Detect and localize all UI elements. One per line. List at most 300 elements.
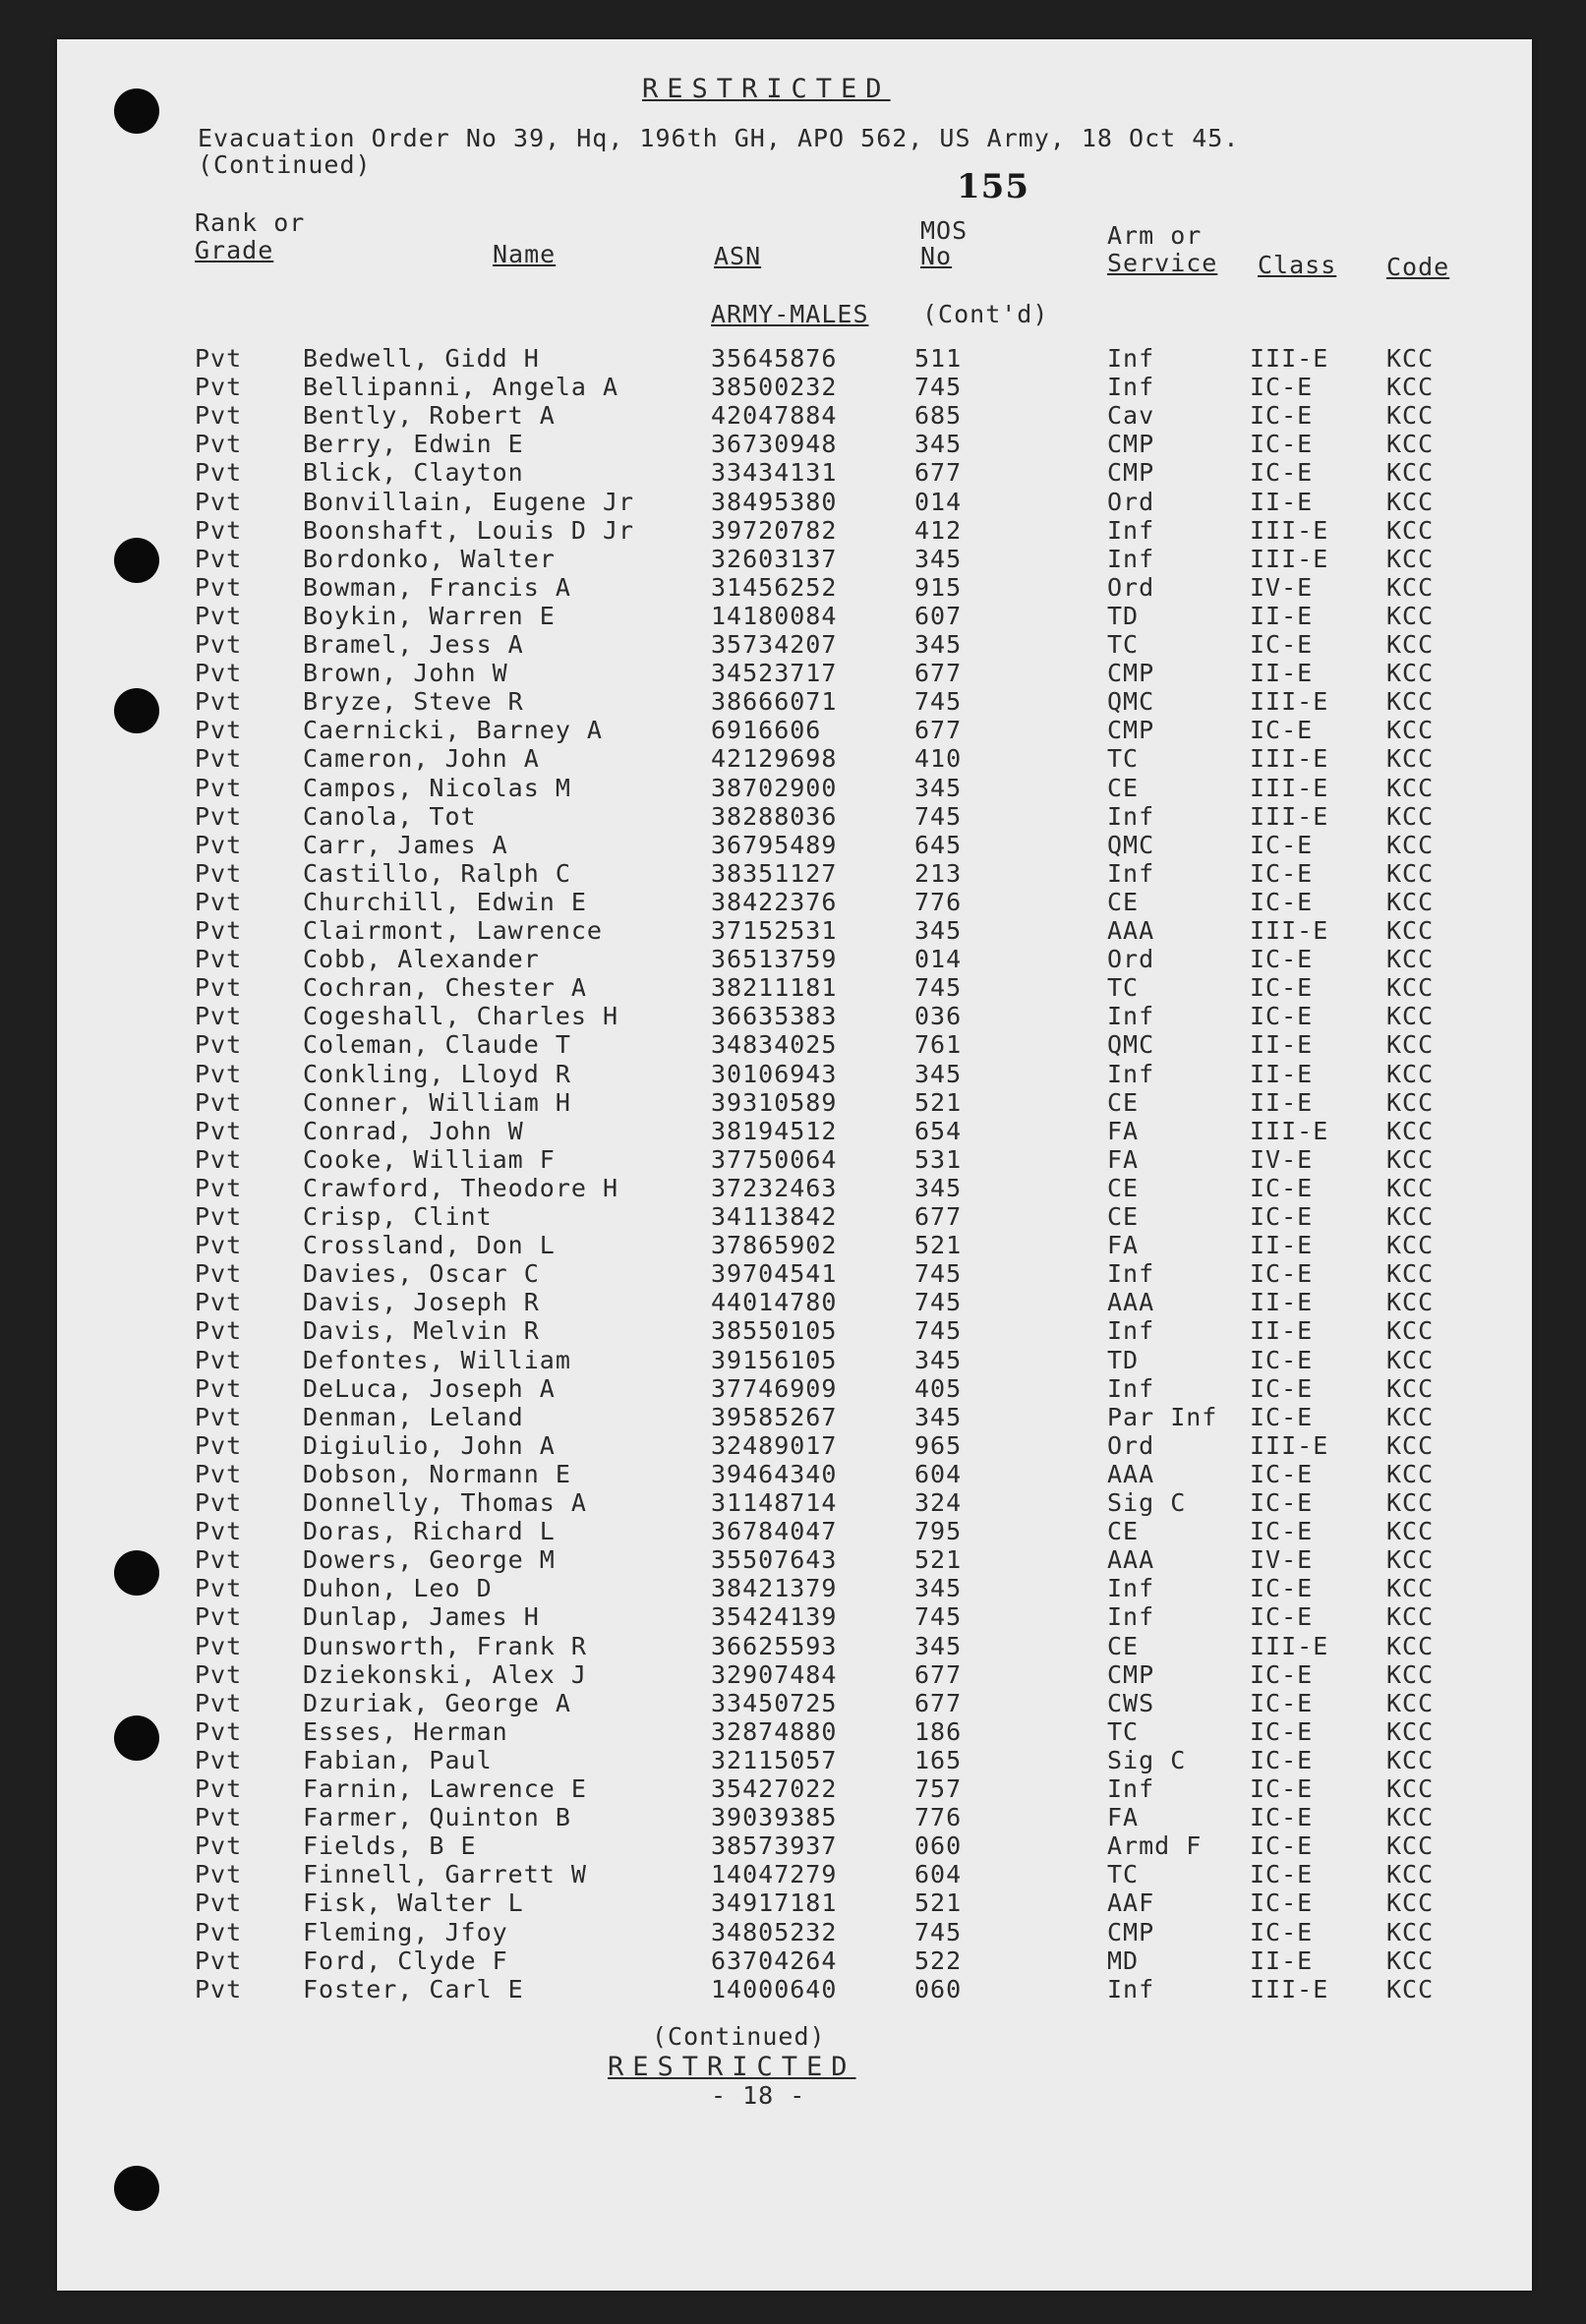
order-title: Evacuation Order No 39, Hq, 196th GH, APO 562, US Army, 18 Oct 45.: [198, 124, 1240, 152]
cell-name: Bedwell, Gidd H: [303, 344, 540, 373]
cell-mos: 677: [914, 1659, 963, 1689]
cell-name: Crisp, Clint: [303, 1202, 493, 1231]
order-continued: (Continued): [198, 150, 372, 179]
cell-class: II-E: [1250, 1059, 1314, 1088]
table-row: [57, 1060, 1532, 1088]
cell-code: KCC: [1386, 1917, 1435, 1946]
cell-asn: 38550105: [711, 1316, 838, 1346]
cell-name: Dzuriak, George A: [303, 1688, 571, 1717]
cell-code: KCC: [1386, 1631, 1435, 1660]
cell-class: IC-E: [1250, 1688, 1314, 1717]
table-row: [57, 945, 1532, 973]
cell-class: IC-E: [1250, 1716, 1314, 1746]
cell-class: IC-E: [1250, 973, 1314, 1003]
cell-asn: 32874880: [711, 1716, 838, 1746]
cell-mos: 324: [914, 1488, 963, 1517]
cell-asn: 38211181: [711, 973, 838, 1003]
cell-class: IC-E: [1250, 1659, 1314, 1689]
cell-asn: 35427022: [711, 1774, 838, 1803]
cell-code: KCC: [1386, 1231, 1435, 1260]
cell-mos: 345: [914, 916, 963, 945]
cell-name: Fields, B E: [303, 1831, 477, 1861]
cell-rank: Pvt: [195, 1059, 243, 1088]
cell-code: KCC: [1386, 1116, 1435, 1145]
table-row: [57, 1174, 1532, 1202]
cell-mos: 757: [914, 1774, 963, 1803]
cell-code: KCC: [1386, 1288, 1435, 1317]
cell-asn: 38495380: [711, 487, 838, 516]
cell-rank: Pvt: [195, 1345, 243, 1374]
cell-code: KCC: [1386, 1888, 1435, 1918]
cell-asn: 38573937: [711, 1831, 838, 1861]
cell-mos: 345: [914, 630, 963, 659]
cell-code: KCC: [1386, 1316, 1435, 1346]
cell-class: IC-E: [1250, 887, 1314, 916]
cell-mos: 405: [914, 1373, 963, 1403]
cell-mos: 345: [914, 1402, 963, 1431]
table-row: [57, 344, 1532, 373]
cell-name: Campos, Nicolas M: [303, 773, 571, 802]
cell-name: Clairmont, Lawrence: [303, 916, 603, 945]
table-row: [57, 1602, 1532, 1631]
cell-name: Crawford, Theodore H: [303, 1173, 619, 1202]
cell-mos: 213: [914, 858, 963, 888]
cell-asn: 36513759: [711, 945, 838, 974]
cell-code: KCC: [1386, 830, 1435, 859]
table-row: [57, 1746, 1532, 1774]
cell-rank: Pvt: [195, 1030, 243, 1060]
cell-code: KCC: [1386, 1831, 1435, 1861]
cell-rank: Pvt: [195, 1860, 243, 1889]
table-row: [57, 1316, 1532, 1345]
cell-mos: 345: [914, 1574, 963, 1603]
cell-arm-service: CMP: [1107, 716, 1155, 745]
cell-arm-service: Inf: [1107, 858, 1155, 888]
cell-name: Bryze, Steve R: [303, 687, 524, 717]
table-row: [57, 1403, 1532, 1431]
cell-asn: 35734207: [711, 630, 838, 659]
cell-asn: 38288036: [711, 801, 838, 831]
table-row: [57, 888, 1532, 916]
table-row: [57, 1574, 1532, 1602]
cell-rank: Pvt: [195, 716, 243, 745]
cell-name: Ford, Clyde F: [303, 1946, 508, 1975]
col-mos-heading-2: No: [920, 242, 953, 270]
cell-asn: 36635383: [711, 1002, 838, 1031]
cell-code: KCC: [1386, 1002, 1435, 1031]
cell-mos: 014: [914, 945, 963, 974]
handwritten-page-number: 155: [957, 167, 1029, 206]
cell-asn: 32907484: [711, 1659, 838, 1689]
col-mos-heading-1: MOS: [920, 216, 969, 245]
cell-code: KCC: [1386, 1517, 1435, 1546]
cell-mos: 745: [914, 1259, 963, 1289]
cell-code: KCC: [1386, 401, 1435, 431]
table-row: [57, 1860, 1532, 1888]
cell-mos: 186: [914, 1716, 963, 1746]
cell-class: IC-E: [1250, 1202, 1314, 1231]
cell-name: Bently, Robert A: [303, 401, 556, 431]
col-name-heading: Name: [493, 240, 557, 268]
cell-rank: Pvt: [195, 401, 243, 431]
cell-rank: Pvt: [195, 1087, 243, 1117]
cell-asn: 39039385: [711, 1803, 838, 1832]
cell-mos: 677: [914, 458, 963, 488]
cell-arm-service: CMP: [1107, 458, 1155, 488]
cell-code: KCC: [1386, 1688, 1435, 1717]
cell-name: Cochran, Chester A: [303, 973, 587, 1003]
cell-asn: 14047279: [711, 1860, 838, 1889]
cell-mos: 677: [914, 716, 963, 745]
cell-rank: Pvt: [195, 858, 243, 888]
cell-asn: 31456252: [711, 572, 838, 602]
table-row: [57, 458, 1532, 487]
cell-name: Dobson, Normann E: [303, 1459, 571, 1488]
cell-code: KCC: [1386, 1659, 1435, 1689]
cell-arm-service: TC: [1107, 1716, 1140, 1746]
cell-asn: 42047884: [711, 401, 838, 431]
cell-arm-service: CE: [1107, 773, 1140, 802]
cell-rank: Pvt: [195, 1488, 243, 1517]
cell-asn: 39720782: [711, 515, 838, 545]
cell-class: II-E: [1250, 1087, 1314, 1117]
cell-class: IC-E: [1250, 945, 1314, 974]
page-number: - 18 -: [711, 2081, 806, 2110]
cell-mos: 604: [914, 1860, 963, 1889]
cell-asn: 6916606: [711, 716, 822, 745]
cell-code: KCC: [1386, 945, 1435, 974]
cell-code: KCC: [1386, 430, 1435, 459]
cell-rank: Pvt: [195, 1659, 243, 1689]
table-row: [57, 1517, 1532, 1545]
cell-mos: 014: [914, 487, 963, 516]
section-title: ARMY-MALES: [711, 300, 869, 328]
cell-arm-service: Inf: [1107, 1373, 1155, 1403]
cell-rank: Pvt: [195, 1316, 243, 1346]
cell-class: IC-E: [1250, 1488, 1314, 1517]
cell-rank: Pvt: [195, 1803, 243, 1832]
cell-arm-service: Inf: [1107, 1974, 1155, 2004]
cell-rank: Pvt: [195, 544, 243, 573]
table-row: [57, 1689, 1532, 1717]
cell-asn: 38351127: [711, 858, 838, 888]
cell-name: Digiulio, John A: [303, 1430, 556, 1460]
cell-code: KCC: [1386, 1173, 1435, 1202]
table-row: [57, 1002, 1532, 1030]
cell-asn: 35507643: [711, 1545, 838, 1575]
cell-arm-service: Armd F: [1107, 1831, 1203, 1861]
continued-note: (Continued): [652, 2022, 826, 2051]
cell-arm-service: Inf: [1107, 1316, 1155, 1346]
cell-rank: Pvt: [195, 458, 243, 488]
cell-name: Bonvillain, Eugene Jr: [303, 487, 635, 516]
cell-arm-service: TD: [1107, 601, 1140, 630]
cell-arm-service: Inf: [1107, 1259, 1155, 1289]
table-row: [57, 1030, 1532, 1059]
cell-asn: 35645876: [711, 344, 838, 373]
cell-rank: Pvt: [195, 1888, 243, 1918]
cell-name: Doras, Richard L: [303, 1517, 556, 1546]
table-row: [57, 1346, 1532, 1374]
cell-rank: Pvt: [195, 1517, 243, 1546]
table-row: [57, 687, 1532, 716]
cell-rank: Pvt: [195, 945, 243, 974]
table-row: [57, 916, 1532, 945]
cell-mos: 345: [914, 430, 963, 459]
cell-arm-service: CMP: [1107, 659, 1155, 688]
cell-mos: 745: [914, 1288, 963, 1317]
cell-class: IC-E: [1250, 1774, 1314, 1803]
section-suffix: (Cont'd): [922, 300, 1049, 328]
col-code-heading: Code: [1386, 253, 1450, 281]
table-row: [57, 1488, 1532, 1517]
cell-rank: Pvt: [195, 1545, 243, 1575]
cell-mos: 345: [914, 1345, 963, 1374]
cell-mos: 036: [914, 1002, 963, 1031]
cell-arm-service: Inf: [1107, 1059, 1155, 1088]
cell-name: Bellipanni, Angela A: [303, 373, 619, 402]
cell-rank: Pvt: [195, 1402, 243, 1431]
cell-code: KCC: [1386, 572, 1435, 602]
cell-arm-service: Inf: [1107, 515, 1155, 545]
cell-class: IV-E: [1250, 1144, 1314, 1174]
cell-name: Berry, Edwin E: [303, 430, 524, 459]
cell-class: IC-E: [1250, 373, 1314, 402]
cell-arm-service: FA: [1107, 1144, 1140, 1174]
cell-name: Caernicki, Barney A: [303, 716, 603, 745]
cell-rank: Pvt: [195, 430, 243, 459]
cell-code: KCC: [1386, 1545, 1435, 1575]
cell-rank: Pvt: [195, 1373, 243, 1403]
cell-rank: Pvt: [195, 630, 243, 659]
cell-arm-service: CMP: [1107, 1659, 1155, 1689]
cell-rank: Pvt: [195, 1116, 243, 1145]
cell-asn: 30106943: [711, 1059, 838, 1088]
table-row: [57, 1831, 1532, 1860]
cell-asn: 34834025: [711, 1030, 838, 1060]
cell-rank: Pvt: [195, 887, 243, 916]
cell-mos: 531: [914, 1144, 963, 1174]
table-row: [57, 602, 1532, 630]
cell-class: III-E: [1250, 544, 1329, 573]
cell-rank: Pvt: [195, 601, 243, 630]
cell-rank: Pvt: [195, 1917, 243, 1946]
cell-name: Bordonko, Walter: [303, 544, 556, 573]
cell-asn: 36730948: [711, 430, 838, 459]
cell-asn: 37750064: [711, 1144, 838, 1174]
cell-code: KCC: [1386, 916, 1435, 945]
cell-code: KCC: [1386, 1259, 1435, 1289]
cell-name: Fisk, Walter L: [303, 1888, 524, 1918]
cell-arm-service: TD: [1107, 1345, 1140, 1374]
cell-code: KCC: [1386, 515, 1435, 545]
cell-code: KCC: [1386, 544, 1435, 573]
cell-name: Fleming, Jfoy: [303, 1917, 508, 1946]
cell-mos: 060: [914, 1831, 963, 1861]
cell-class: III-E: [1250, 344, 1329, 373]
cell-class: III-E: [1250, 687, 1329, 717]
cell-arm-service: FA: [1107, 1231, 1140, 1260]
cell-class: IC-E: [1250, 1917, 1314, 1946]
cell-class: IC-E: [1250, 1888, 1314, 1918]
cell-arm-service: Cav: [1107, 401, 1155, 431]
table-row: [57, 1946, 1532, 1975]
cell-rank: Pvt: [195, 1144, 243, 1174]
cell-arm-service: CE: [1107, 1202, 1140, 1231]
table-row: [57, 488, 1532, 516]
cell-class: IC-E: [1250, 1002, 1314, 1031]
cell-arm-service: QMC: [1107, 687, 1155, 717]
cell-asn: 39156105: [711, 1345, 838, 1374]
table-row: [57, 1545, 1532, 1574]
cell-mos: 345: [914, 1173, 963, 1202]
cell-rank: Pvt: [195, 572, 243, 602]
cell-arm-service: Inf: [1107, 544, 1155, 573]
cell-arm-service: QMC: [1107, 1030, 1155, 1060]
cell-class: III-E: [1250, 801, 1329, 831]
table-row: [57, 401, 1532, 430]
table-row: [57, 1717, 1532, 1746]
cell-rank: Pvt: [195, 1288, 243, 1317]
cell-mos: 521: [914, 1888, 963, 1918]
cell-code: KCC: [1386, 1946, 1435, 1975]
cell-class: III-E: [1250, 1430, 1329, 1460]
cell-asn: 35424139: [711, 1602, 838, 1632]
cell-rank: Pvt: [195, 1631, 243, 1660]
cell-class: IC-E: [1250, 1831, 1314, 1861]
cell-arm-service: Sig C: [1107, 1488, 1187, 1517]
cell-class: IC-E: [1250, 1860, 1314, 1889]
cell-arm-service: TC: [1107, 630, 1140, 659]
cell-arm-service: AAA: [1107, 1545, 1155, 1575]
cell-asn: 32489017: [711, 1430, 838, 1460]
table-row: [57, 973, 1532, 1002]
cell-class: IC-E: [1250, 1602, 1314, 1632]
cell-mos: 677: [914, 659, 963, 688]
cell-arm-service: Inf: [1107, 801, 1155, 831]
table-row: [57, 573, 1532, 602]
cell-class: II-E: [1250, 1316, 1314, 1346]
cell-arm-service: AAA: [1107, 1459, 1155, 1488]
cell-asn: 39585267: [711, 1402, 838, 1431]
cell-rank: Pvt: [195, 1202, 243, 1231]
cell-name: Duhon, Leo D: [303, 1574, 493, 1603]
cell-mos: 345: [914, 1059, 963, 1088]
cell-rank: Pvt: [195, 830, 243, 859]
cell-class: III-E: [1250, 1631, 1329, 1660]
table-row: [57, 1774, 1532, 1803]
cell-code: KCC: [1386, 858, 1435, 888]
cell-class: IC-E: [1250, 630, 1314, 659]
cell-arm-service: Ord: [1107, 945, 1155, 974]
cell-code: KCC: [1386, 801, 1435, 831]
table-row: [57, 802, 1532, 831]
cell-name: Dunlap, James H: [303, 1602, 540, 1632]
cell-rank: Pvt: [195, 916, 243, 945]
cell-code: KCC: [1386, 744, 1435, 774]
cell-name: Crossland, Don L: [303, 1231, 556, 1260]
cell-mos: 745: [914, 801, 963, 831]
classification-header: RESTRICTED: [642, 74, 891, 104]
cell-arm-service: Inf: [1107, 1602, 1155, 1632]
cell-mos: 776: [914, 1803, 963, 1832]
cell-arm-service: Ord: [1107, 487, 1155, 516]
cell-mos: 521: [914, 1231, 963, 1260]
cell-asn: 33434131: [711, 458, 838, 488]
col-class-heading: Class: [1258, 251, 1337, 279]
cell-rank: Pvt: [195, 1602, 243, 1632]
cell-asn: 42129698: [711, 744, 838, 774]
table-row: [57, 1888, 1532, 1917]
table-row: [57, 630, 1532, 659]
cell-mos: 511: [914, 344, 963, 373]
cell-name: Conkling, Lloyd R: [303, 1059, 571, 1088]
cell-arm-service: Ord: [1107, 1430, 1155, 1460]
cell-class: III-E: [1250, 515, 1329, 545]
table-row: [57, 1202, 1532, 1231]
cell-class: IC-E: [1250, 1459, 1314, 1488]
cell-code: KCC: [1386, 1030, 1435, 1060]
cell-rank: Pvt: [195, 773, 243, 802]
cell-code: KCC: [1386, 1202, 1435, 1231]
cell-arm-service: CE: [1107, 1517, 1140, 1546]
cell-arm-service: Inf: [1107, 1002, 1155, 1031]
cell-asn: 38666071: [711, 687, 838, 717]
cell-mos: 745: [914, 973, 963, 1003]
cell-class: II-E: [1250, 487, 1314, 516]
col-rank-heading-1: Rank or: [195, 208, 306, 237]
table-row: [57, 716, 1532, 744]
cell-class: IC-E: [1250, 430, 1314, 459]
cell-code: KCC: [1386, 687, 1435, 717]
cell-code: KCC: [1386, 1860, 1435, 1889]
cell-class: IC-E: [1250, 1574, 1314, 1603]
cell-rank: Pvt: [195, 1946, 243, 1975]
cell-name: Cooke, William F: [303, 1144, 556, 1174]
table-row: [57, 1660, 1532, 1689]
cell-asn: 32603137: [711, 544, 838, 573]
cell-code: KCC: [1386, 601, 1435, 630]
cell-class: II-E: [1250, 1946, 1314, 1975]
cell-code: KCC: [1386, 1087, 1435, 1117]
cell-name: Davis, Melvin R: [303, 1316, 540, 1346]
table-row: [57, 859, 1532, 888]
cell-mos: 761: [914, 1030, 963, 1060]
cell-code: KCC: [1386, 1144, 1435, 1174]
cell-name: Dziekonski, Alex J: [303, 1659, 587, 1689]
cell-asn: 39464340: [711, 1459, 838, 1488]
cell-rank: Pvt: [195, 515, 243, 545]
cell-name: Coleman, Claude T: [303, 1030, 571, 1060]
cell-rank: Pvt: [195, 344, 243, 373]
cell-class: III-E: [1250, 1974, 1329, 2004]
cell-class: IC-E: [1250, 1373, 1314, 1403]
table-row: [57, 1117, 1532, 1145]
table-row: [57, 516, 1532, 545]
cell-name: Conner, William H: [303, 1087, 571, 1117]
cell-code: KCC: [1386, 1345, 1435, 1374]
col-arm-heading-1: Arm or: [1107, 221, 1203, 250]
cell-class: III-E: [1250, 773, 1329, 802]
cell-mos: 677: [914, 1688, 963, 1717]
cell-asn: 34917181: [711, 1888, 838, 1918]
cell-class: II-E: [1250, 659, 1314, 688]
cell-asn: 39310589: [711, 1087, 838, 1117]
cell-rank: Pvt: [195, 1831, 243, 1861]
cell-name: Bowman, Francis A: [303, 572, 571, 602]
cell-mos: 745: [914, 373, 963, 402]
cell-name: Dunsworth, Frank R: [303, 1631, 587, 1660]
